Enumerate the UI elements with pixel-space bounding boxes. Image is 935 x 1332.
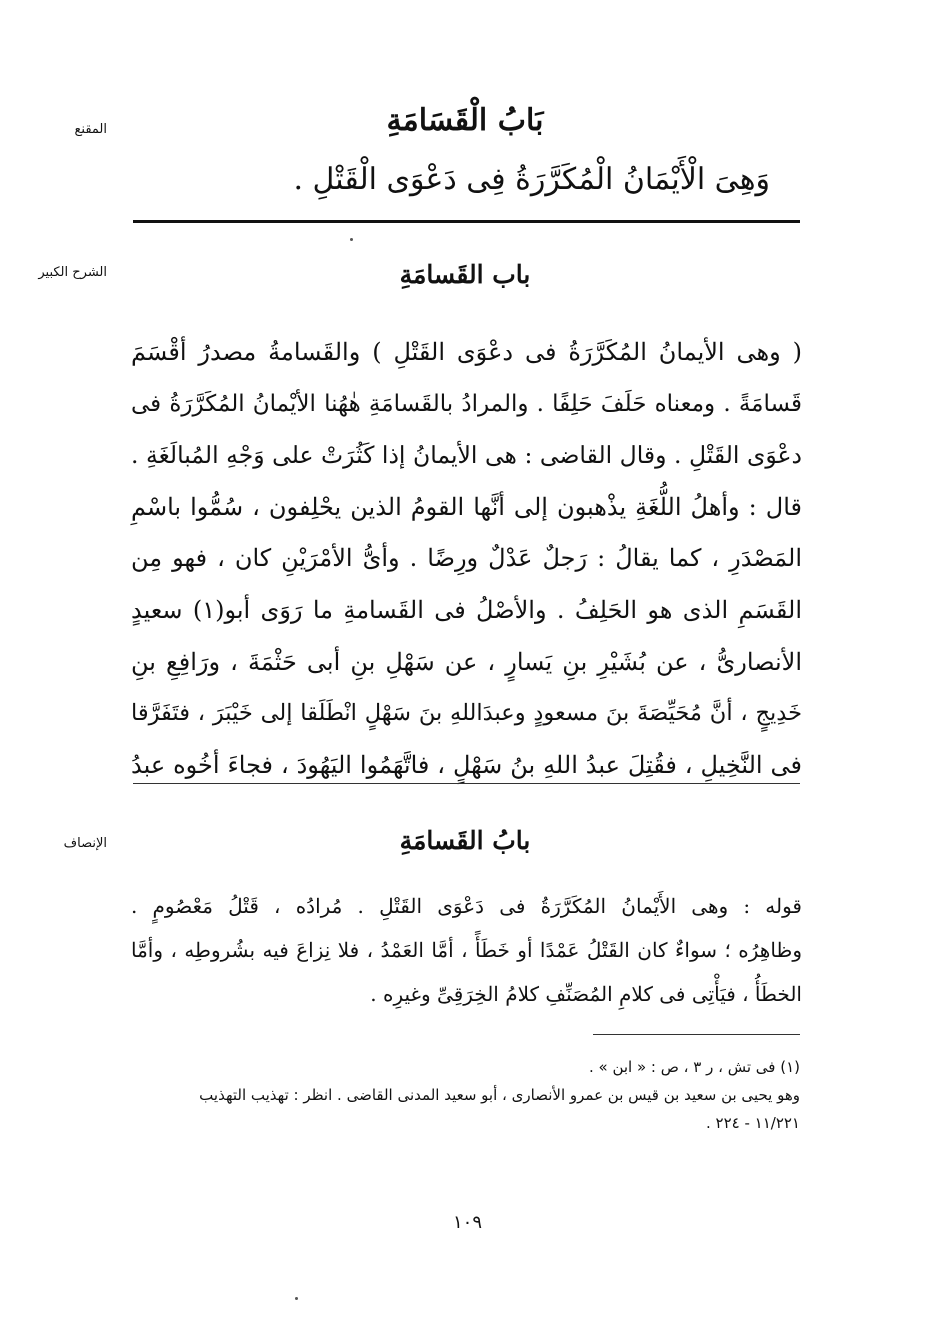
muqni-side-label: المقنع: [74, 122, 107, 137]
footnotes: [131, 1053, 800, 1137]
sharh-section-title: باب القَسامَةِ: [399, 260, 531, 289]
insaf-side-label: الإنصاف: [63, 836, 107, 851]
sharh-line: فى النَّخِيلِ ، فقُتِلَ عبدُ اللهِ بنُ سَهْلٍ ، فاتَّهَمُوا اليَهُودَ ، فجاءَ أخُوه عبدُ: [131, 750, 802, 779]
insaf-section-title: بابُ القَسامَةِ: [399, 826, 531, 855]
sharh-paragraph: [131, 327, 802, 791]
insaf-line: وظاهِرُه ؛ سواءٌ كان القَتْلُ عَمْدًا أو خَطَأً ، أمَّا العَمْدُ ، فلا نِزاعَ فيه بشُروطِه ، وأمَّا: [131, 938, 802, 962]
sharh-line: قَسامَةً . ومعناه حَلَفَ حَلِفًا . والمرادُ بالقَسامَةِ هٰهُنا الأيْمانُ المُكَرَّرَةُ فى: [131, 390, 802, 417]
sharh-line: المَصْدَرِ ، كما يقالُ : رَجلٌ عَدْلٌ ورِضًا . وأىُّ الأمْرَيْنِ كان ، فهو مِن: [131, 544, 802, 573]
print-speck: [350, 238, 353, 241]
header-divider: [133, 220, 800, 223]
sharh-line: قال : وأهلُ اللُّغَةِ يذْهبون إلى أنَّها القومُ الذين يحْلِفون ، سُمُّوا باسْمِ: [131, 492, 802, 521]
insaf-line: قوله : وهى الأَيْمانُ المُكَرَّرَةُ فى دَعْوَى القَتْلِ . مُرادُه ، قَتْلُ مَعْصُومٍ .: [131, 894, 802, 918]
sharh-line: القَسَمِ الذى هو الحَلِفُ . والأصْلُ فى القَسامةِ ما رَوَى أبو(١) سعيدٍ: [131, 595, 802, 624]
sharh-line: الأنصارىُّ ، عن بُشَيْرِ بنِ يَسارٍ ، عن سَهْلِ بنِ أبى حَثْمَةَ ، ورَافِعِ بنِ: [131, 647, 802, 676]
insaf-line: الخطَأُ ، فيَأْتِى فى كلامِ المُصَنِّفِ كلامُ الخِرَقِىِّ وغيرِه .: [370, 982, 802, 1006]
footnote-line: (١) فى تش ، ر ٣ ، ص : « ابن » .: [588, 1058, 800, 1076]
chapter-subtitle: وَهِىَ الْأَيْمَانُ الْمُكَرَّرَةُ فِى دَعْوَى الْقَتْلِ .: [293, 162, 770, 197]
chapter-title: بَابُ الْقَسَامَةِ: [386, 103, 544, 138]
page-number: ١٠٩: [452, 1212, 482, 1233]
sharh-line: دعْوَى القَتْلِ . وقال القاضى : هى الأيمانُ إذا كَثُرَتْ على وَجْهِ المُبالَغَةِ .: [131, 441, 802, 470]
footnote-divider: [593, 1034, 800, 1035]
insaf-paragraph: [131, 884, 802, 1016]
footnote-line: وهو يحيى بن سعيد بن قيس بن عمرو الأنصارى ، أبو سعيد المدنى القاضى . انظر : تهذيب التهذيب: [199, 1086, 800, 1104]
section-divider: [133, 783, 800, 784]
sharh-side-label: الشرح الكبير: [38, 265, 107, 280]
footnote-line: ١١/٢٢١ - ٢٢٤ .: [705, 1114, 800, 1132]
sharh-line: ( وهى الأيمانُ المُكَرَّرَةُ فى دعْوَى القَتْلِ ) والقَسامةُ مصدرُ أقْسَمَ: [131, 338, 802, 366]
sharh-line: خَدِيجٍ ، أنَّ مُحَيِّصَةَ بنَ مسعودٍ وعبدَاللهِ بنَ سَهْلٍ انْطَلَقا إلى خَيْبَرَ ، فتَفَرَّقا: [131, 700, 802, 727]
print-speck: [295, 1297, 298, 1300]
